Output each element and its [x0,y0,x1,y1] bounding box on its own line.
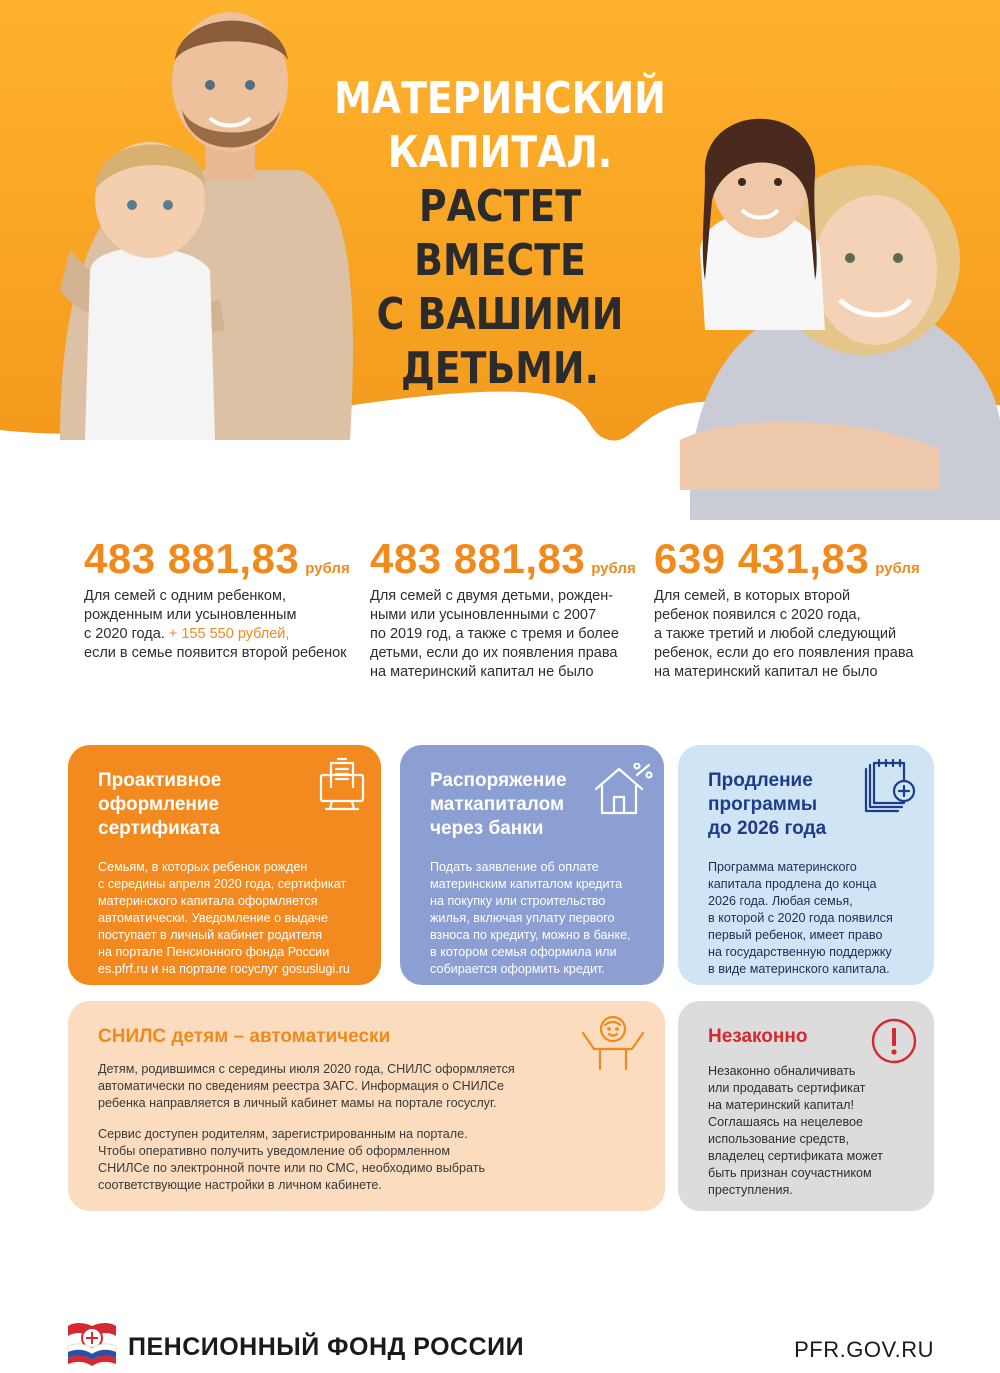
body-line: преступления. [708,1183,793,1197]
body-line: Сервис доступен родителям, зарегистрированным на портале. [98,1127,468,1141]
desc-line: ребенок, если до его появления права [654,645,914,661]
body-line: на государственную поддержку [708,945,892,959]
desc-line: ными или усыновленными с 2007 [370,607,597,623]
body-line: владелец сертификата может [708,1149,883,1163]
title-line: Продление [708,770,813,791]
card-proactive-certificate [68,745,381,985]
title-line: оформление [98,794,220,815]
card-bank-usage [400,745,664,985]
website-link[interactable]: PFR.GOV.RU [794,1337,934,1362]
body-line: Программа материнского [708,860,857,874]
title-line: Проактивное [98,770,222,791]
amount-value: 639 431,83 [654,535,870,582]
desc-line: Для семей, в которых второй [654,588,851,604]
headline-line: С ВАШИМИ [376,289,624,340]
card-body [98,1061,637,1112]
amount-value: 483 881,83 [84,535,300,582]
body-line: взноса по кредиту, можно в банке, [430,928,631,942]
body-line: материнского капитала оформляется [98,894,318,908]
desc-line: Для семей с двумя детьми, рожден- [370,588,614,604]
body-line: СНИЛСе по электронной почте или по СМС, необходимо выбрать [98,1161,486,1175]
body-line: на материнский капитал! [708,1098,854,1112]
desc-line: если в семье появится второй ребенок [84,645,347,661]
desc-line: с 2020 года. [84,626,165,642]
hero-banner [0,0,1000,520]
title-line: маткапиталом [430,794,565,815]
body-line: ребенка направляется в личный кабинет мамы на портале госуслуг. [98,1096,497,1110]
happy-child-icon [580,1015,646,1071]
body-line: 2026 года. Любая семья, [708,894,853,908]
desc-line: детьми, если до их появления права [370,645,618,661]
body-line: соответствующие настройки в личном кабинете. [98,1178,382,1192]
amount-description [370,587,670,682]
body-line: в котором семья оформила или [430,945,617,959]
desc-line: ребенок появился с 2020 года, [654,607,861,623]
title-line: программы [708,794,818,815]
body-line: использование средств, [708,1132,850,1146]
desc-line: на материнский капитал не было [654,664,878,680]
body-line: автоматически. Уведомление о выдаче [98,911,328,925]
body-line: поступает в личный кабинет родителя [98,928,323,942]
body-line: Семьям, в которых ребенок рожден [98,860,308,874]
title-line: через банки [430,818,544,839]
card-title: СНИЛС детям – автоматически [98,1026,391,1047]
body-line: материнским капиталом кредита [430,877,623,891]
bonus-highlight: + 155 550 рублей, [168,626,290,642]
amount-currency: рубля [305,560,350,577]
exclamation-circle-icon [870,1017,918,1065]
org-name: ПЕНСИОННЫЙ ФОНД РОССИИ [128,1333,525,1361]
card-body-secondary [98,1126,637,1194]
amount-description [84,587,384,663]
amount-currency: рубля [591,560,636,577]
card-body [98,859,353,978]
desc-line: по 2019 год, а также с тремя и более [370,626,619,642]
headline-line: РАСТЕТ ВМЕСТЕ [414,181,586,286]
body-line: es.pfrf.ru и на портале госуслуг gosuslugi.ru [98,962,350,976]
body-line: в которой с 2020 года появился [708,911,893,925]
title-line: сертификата [98,818,220,839]
card-title [98,769,353,841]
body-line: собирается оформить кредит. [430,962,605,976]
headline-line: МАТЕРИНСКИЙ [334,73,666,124]
body-line: первый ребенок, имеет право [708,928,883,942]
desc-line: рожденным или усыновленным [84,607,297,623]
card-title: Незаконно [708,1026,808,1047]
card-body [708,859,906,978]
body-line: жилья, включая уплату первого [430,911,615,925]
amount-value: 483 881,83 [370,535,586,582]
body-line: быть признан соучастником [708,1166,872,1180]
body-line: Незаконно обналичивать [708,1064,856,1078]
pfr-logo-icon [64,1322,120,1366]
body-line: на покупку или строительство [430,894,606,908]
house-percent-icon [593,763,653,817]
desc-line: а также третий и любой следующий [654,626,897,642]
title-line: до 2026 года [708,818,827,839]
title-line: Распоряжение [430,770,567,791]
headline-line: ДЕТЬМИ. [401,343,599,394]
amount-one-child [84,535,384,663]
card-illegal-warning [678,1001,934,1211]
body-line: с середины апреля 2020 года, сертификат [98,877,347,891]
card-snils-auto [68,1001,665,1211]
body-line: в виде материнского капитала. [708,962,890,976]
headline [328,72,672,396]
amount-two-children [370,535,670,682]
headline-line: КАПИТАЛ. [387,127,613,178]
body-line: Соглашаясь на нецелевое [708,1115,864,1129]
amount-currency: рубля [875,560,920,577]
desc-line: Для семей с одним ребенком, [84,588,286,604]
body-line: или продавать сертификат [708,1081,866,1095]
body-line: Детям, родившимся с середины июля 2020 года, СНИЛС оформляется [98,1062,515,1076]
body-line: капитала продлена до конца [708,877,877,891]
amount-second-since-2020 [654,535,954,682]
calendar-plus-icon [862,759,918,815]
card-body [430,859,636,978]
body-line: на портале Пенсионного фонда России [98,945,330,959]
body-line: Чтобы оперативно получить уведомление об оформленном [98,1144,451,1158]
card-program-extension [678,745,934,985]
desc-line: на материнский капитал не было [370,664,594,680]
card-body [708,1063,906,1199]
body-line: Подать заявление об оплате [430,860,599,874]
amount-description [654,587,954,682]
computer-document-icon [318,757,366,813]
body-line: автоматически по сведениям реестра ЗАГС. Информация о СНИЛСе [98,1079,505,1093]
